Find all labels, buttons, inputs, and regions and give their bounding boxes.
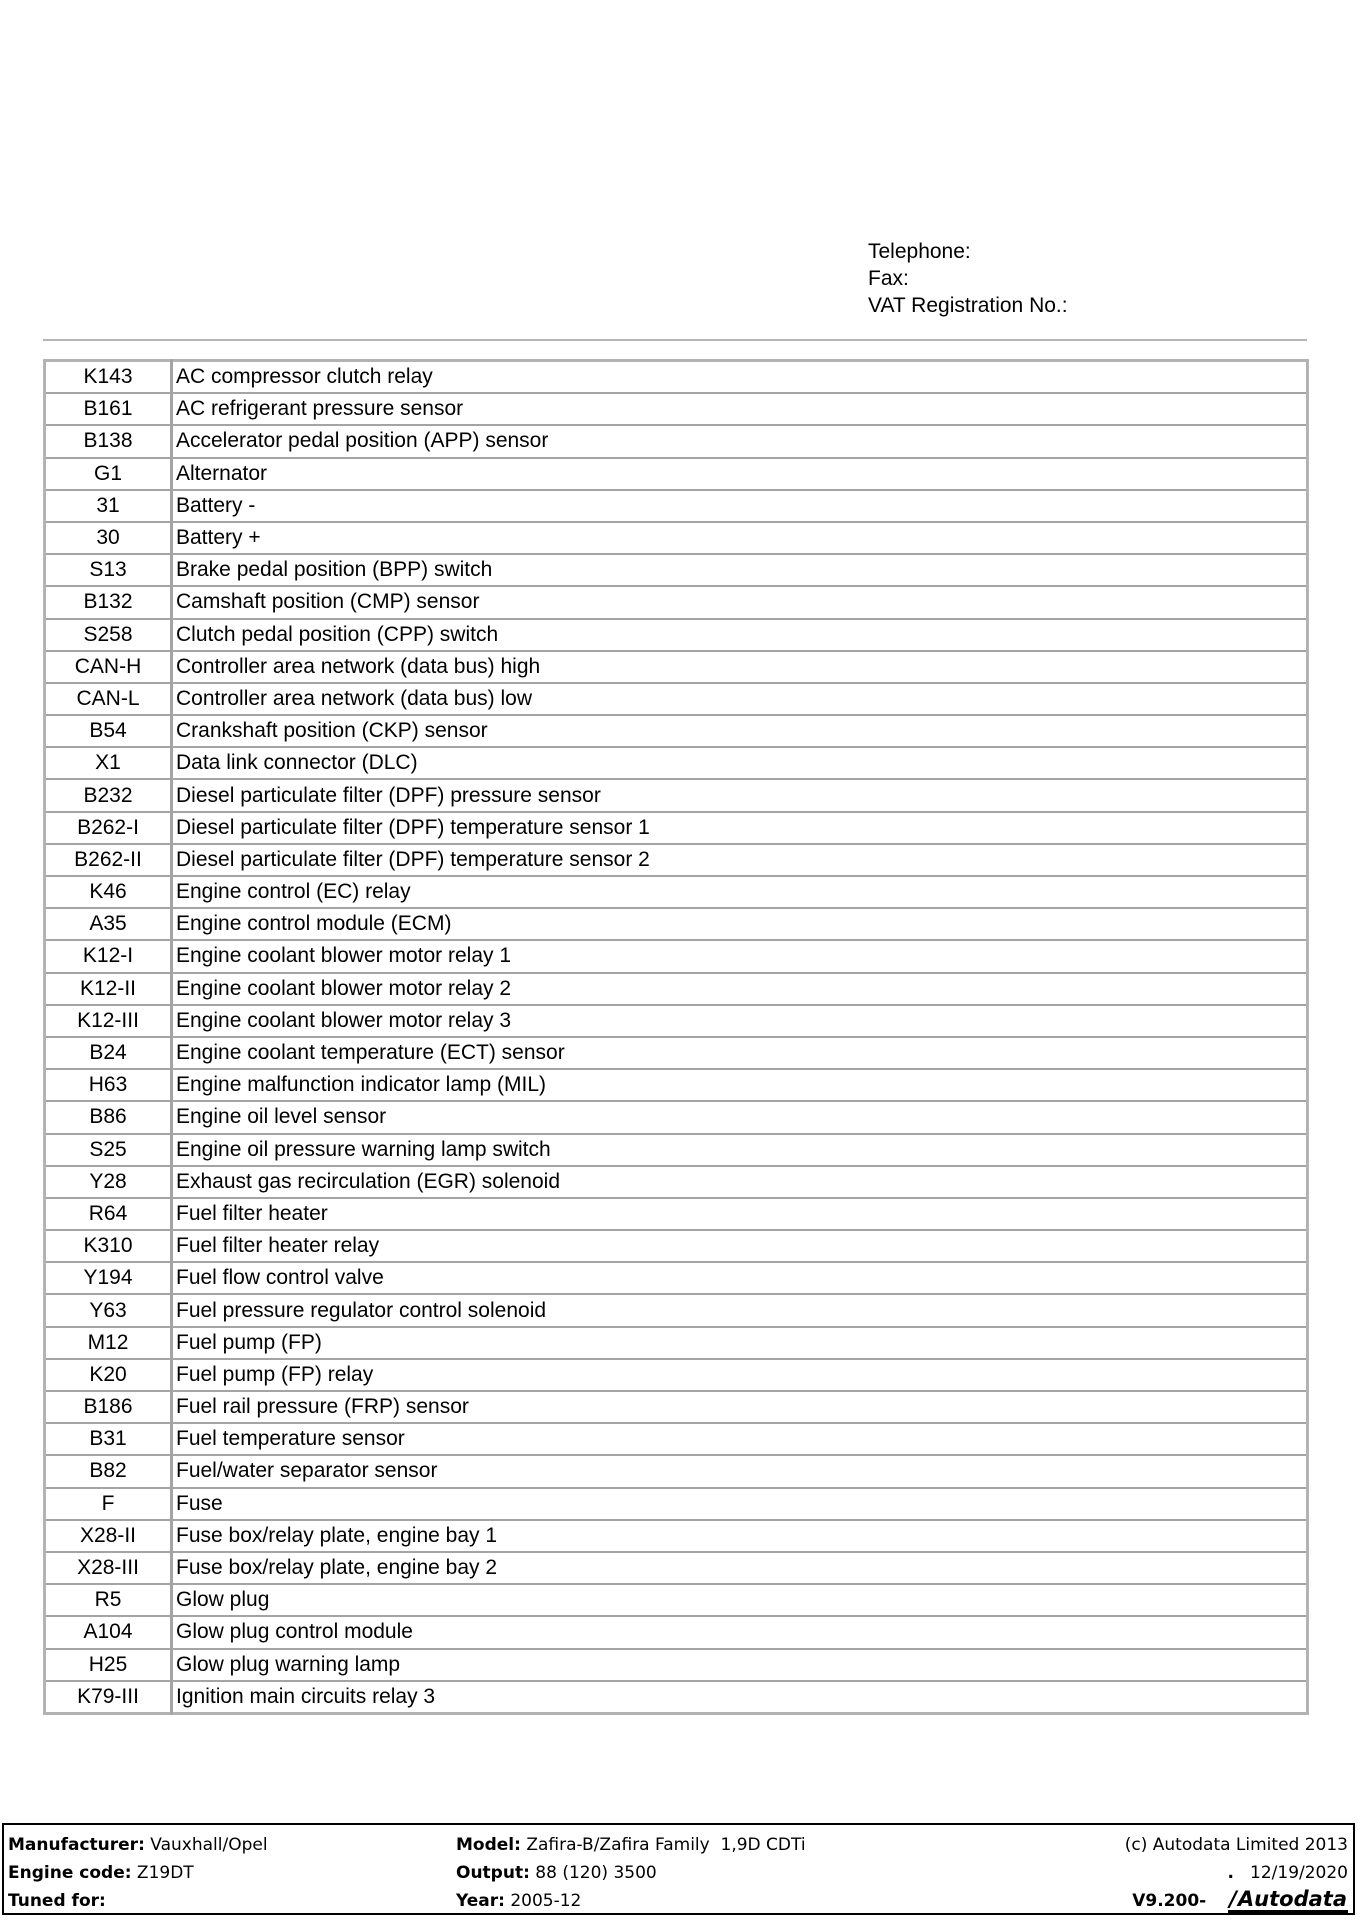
- footer: [2, 1823, 1355, 1915]
- component-code: B186: [45, 1391, 172, 1423]
- legend-row: [45, 1681, 1308, 1714]
- tuned-for-label: Tuned for:: [8, 1891, 106, 1911]
- legend-row: [45, 683, 1308, 715]
- legend-row: [45, 554, 1308, 586]
- legend-row: [45, 715, 1308, 747]
- component-code: X28-III: [45, 1552, 172, 1584]
- component-code: B132: [45, 586, 172, 618]
- logo-text: Autodata: [1237, 1887, 1347, 1911]
- component-code: CAN-H: [45, 651, 172, 683]
- legend-row: [45, 973, 1308, 1005]
- component-description: Exhaust gas recirculation (EGR) solenoid: [172, 1166, 1308, 1198]
- component-code: Y194: [45, 1262, 172, 1294]
- autodata-logo: /Autodata: [1229, 1887, 1347, 1911]
- footer-left: [8, 1831, 268, 1915]
- component-description: Engine coolant temperature (ECT) sensor: [172, 1037, 1308, 1069]
- vat-label: VAT Registration No.:: [868, 294, 1068, 317]
- copyright-text: (c) Autodata Limited 2013: [1124, 1835, 1348, 1855]
- legend-row: [45, 1649, 1308, 1681]
- component-description: Brake pedal position (BPP) switch: [172, 554, 1308, 586]
- component-code: K46: [45, 876, 172, 908]
- component-code: 30: [45, 522, 172, 554]
- component-description: Fuse: [172, 1488, 1308, 1520]
- legend-row: [45, 425, 1308, 457]
- component-description: Crankshaft position (CKP) sensor: [172, 715, 1308, 747]
- component-code: Y63: [45, 1294, 172, 1326]
- component-code: A35: [45, 908, 172, 940]
- component-description: Engine malfunction indicator lamp (MIL): [172, 1069, 1308, 1101]
- legend-row: [45, 1488, 1308, 1520]
- fax-label: Fax:: [868, 267, 909, 290]
- telephone-label: Telephone:: [868, 240, 971, 263]
- component-description: Glow plug control module: [172, 1616, 1308, 1648]
- component-description: AC refrigerant pressure sensor: [172, 393, 1308, 425]
- print-date: 12/19/2020: [1250, 1863, 1348, 1883]
- legend-row: [45, 1359, 1308, 1391]
- legend-table-wrapper: [43, 359, 1309, 1796]
- legend-row: [45, 1423, 1308, 1455]
- component-code: S13: [45, 554, 172, 586]
- component-code: X1: [45, 747, 172, 779]
- component-description: Engine coolant blower motor relay 1: [172, 940, 1308, 972]
- component-description: Engine coolant blower motor relay 3: [172, 1005, 1308, 1037]
- legend-row: [45, 522, 1308, 554]
- component-code: R64: [45, 1198, 172, 1230]
- component-code: B24: [45, 1037, 172, 1069]
- component-code: X28-II: [45, 1520, 172, 1552]
- component-description: Alternator: [172, 458, 1308, 490]
- component-description: Fuel temperature sensor: [172, 1423, 1308, 1455]
- legend-row: [45, 1391, 1308, 1423]
- legend-row: [45, 651, 1308, 683]
- component-description: Controller area network (data bus) low: [172, 683, 1308, 715]
- legend-row: [45, 458, 1308, 490]
- legend-row: [45, 1069, 1308, 1101]
- output-value: 88 (120) 3500: [535, 1863, 657, 1883]
- component-description: Glow plug: [172, 1584, 1308, 1616]
- legend-row: [45, 1198, 1308, 1230]
- legend-row: [45, 1552, 1308, 1584]
- legend-row: [45, 908, 1308, 940]
- component-code: S258: [45, 619, 172, 651]
- component-description: Engine control module (ECM): [172, 908, 1308, 940]
- legend-row: [45, 940, 1308, 972]
- legend-row: [45, 1037, 1308, 1069]
- component-description: Fuel rail pressure (FRP) sensor: [172, 1391, 1308, 1423]
- component-code: K12-I: [45, 940, 172, 972]
- component-code: A104: [45, 1616, 172, 1648]
- date-dot: .: [1227, 1863, 1235, 1883]
- legend-row: [45, 1166, 1308, 1198]
- model-label: Model:: [456, 1835, 521, 1855]
- legend-row: [45, 1455, 1308, 1487]
- header-divider: [43, 339, 1307, 341]
- component-legend-table: [43, 359, 1309, 1715]
- legend-row: [45, 812, 1308, 844]
- engine-code-value: Z19DT: [136, 1863, 194, 1883]
- legend-row: [45, 747, 1308, 779]
- component-code: H63: [45, 1069, 172, 1101]
- legend-row: [45, 844, 1308, 876]
- component-description: Battery +: [172, 522, 1308, 554]
- component-description: Engine oil pressure warning lamp switch: [172, 1134, 1308, 1166]
- component-code: B54: [45, 715, 172, 747]
- component-code: K20: [45, 1359, 172, 1391]
- legend-row: [45, 586, 1308, 618]
- component-description: Battery -: [172, 490, 1308, 522]
- model-value: Zafira-B/Zafira Family 1,9D CDTi: [526, 1835, 806, 1855]
- component-description: Fuse box/relay plate, engine bay 1: [172, 1520, 1308, 1552]
- component-code: B86: [45, 1101, 172, 1133]
- component-description: AC compressor clutch relay: [172, 361, 1308, 394]
- component-code: K12-II: [45, 973, 172, 1005]
- legend-row: [45, 1294, 1308, 1326]
- component-code: M12: [45, 1327, 172, 1359]
- output-label: Output:: [456, 1863, 530, 1883]
- component-description: Engine coolant blower motor relay 2: [172, 973, 1308, 1005]
- legend-row: [45, 1230, 1308, 1262]
- year-value: 2005-12: [510, 1891, 582, 1911]
- component-code: H25: [45, 1649, 172, 1681]
- legend-row: [45, 1616, 1308, 1648]
- legend-row: [45, 876, 1308, 908]
- footer-middle: [456, 1831, 806, 1915]
- component-description: Fuel/water separator sensor: [172, 1455, 1308, 1487]
- component-description: Clutch pedal position (CPP) switch: [172, 619, 1308, 651]
- component-description: Diesel particulate filter (DPF) pressure sensor: [172, 779, 1308, 811]
- component-description: Fuel pressure regulator control solenoid: [172, 1294, 1308, 1326]
- engine-code-label: Engine code:: [8, 1863, 132, 1883]
- component-description: Engine oil level sensor: [172, 1101, 1308, 1133]
- component-description: Accelerator pedal position (APP) sensor: [172, 425, 1308, 457]
- component-code: B161: [45, 393, 172, 425]
- manufacturer-value: Vauxhall/Opel: [150, 1835, 268, 1855]
- component-code: K310: [45, 1230, 172, 1262]
- component-code: B138: [45, 425, 172, 457]
- year-label: Year:: [456, 1891, 505, 1911]
- component-code: K12-III: [45, 1005, 172, 1037]
- component-code: B232: [45, 779, 172, 811]
- legend-row: [45, 361, 1308, 394]
- legend-row: [45, 779, 1308, 811]
- component-code: R5: [45, 1584, 172, 1616]
- legend-row: [45, 619, 1308, 651]
- component-description: Glow plug warning lamp: [172, 1649, 1308, 1681]
- version-text: V9.200-: [1132, 1891, 1207, 1911]
- component-code: B262-I: [45, 812, 172, 844]
- component-code: B31: [45, 1423, 172, 1455]
- component-code: K79-III: [45, 1681, 172, 1714]
- component-code: CAN-L: [45, 683, 172, 715]
- legend-row: [45, 490, 1308, 522]
- component-description: Diesel particulate filter (DPF) temperature sensor 2: [172, 844, 1308, 876]
- manufacturer-label: Manufacturer:: [8, 1835, 145, 1855]
- component-description: Fuel pump (FP) relay: [172, 1359, 1308, 1391]
- legend-row: [45, 1520, 1308, 1552]
- legend-row: [45, 1327, 1308, 1359]
- component-description: Fuel flow control valve: [172, 1262, 1308, 1294]
- component-code: B262-II: [45, 844, 172, 876]
- component-code: B82: [45, 1455, 172, 1487]
- component-code: Y28: [45, 1166, 172, 1198]
- component-code: K143: [45, 361, 172, 394]
- component-code: F: [45, 1488, 172, 1520]
- component-description: Fuse box/relay plate, engine bay 2: [172, 1552, 1308, 1584]
- component-description: Fuel filter heater: [172, 1198, 1308, 1230]
- legend-row: [45, 1134, 1308, 1166]
- legend-row: [45, 1584, 1308, 1616]
- legend-row: [45, 1101, 1308, 1133]
- component-description: Diesel particulate filter (DPF) temperature sensor 1: [172, 812, 1308, 844]
- component-description: Controller area network (data bus) high: [172, 651, 1308, 683]
- legend-row: [45, 1262, 1308, 1294]
- component-description: Fuel filter heater relay: [172, 1230, 1308, 1262]
- component-description: Data link connector (DLC): [172, 747, 1308, 779]
- component-description: Ignition main circuits relay 3: [172, 1681, 1308, 1714]
- component-code: G1: [45, 458, 172, 490]
- component-code: 31: [45, 490, 172, 522]
- legend-row: [45, 393, 1308, 425]
- contact-block: [868, 238, 1068, 319]
- component-description: Engine control (EC) relay: [172, 876, 1308, 908]
- component-description: Camshaft position (CMP) sensor: [172, 586, 1308, 618]
- footer-right: [1125, 1831, 1348, 1915]
- component-code: S25: [45, 1134, 172, 1166]
- component-description: Fuel pump (FP): [172, 1327, 1308, 1359]
- legend-row: [45, 1005, 1308, 1037]
